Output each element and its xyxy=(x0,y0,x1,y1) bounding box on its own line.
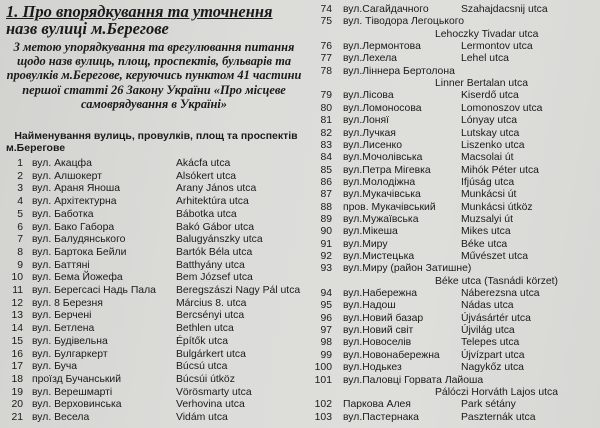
street-name-ukrainian: вул.Миру xyxy=(343,238,388,250)
street-row xyxy=(6,298,306,310)
street-name-ukrainian: вул.Новий базар xyxy=(343,312,424,324)
street-name-ukrainian: вул. Бетлена xyxy=(32,323,95,335)
street-name-hungarian: Mikes utca xyxy=(461,226,511,238)
title-line-2: назв вулиці м.Берегове xyxy=(6,19,169,38)
street-row xyxy=(6,412,306,424)
street-row xyxy=(303,66,597,78)
street-number: 10 xyxy=(11,272,23,284)
street-name-ukrainian: вул.Ліннера Бертолона xyxy=(343,65,455,77)
street-name-hungarian: Béke utca xyxy=(461,238,508,250)
street-name-hungarian: Arany János utca xyxy=(176,183,257,195)
street-name-ukrainian: вул.Лисенко xyxy=(343,139,402,151)
street-row xyxy=(6,323,306,335)
street-number: 8 xyxy=(17,246,23,258)
street-name-hungarian: Lehel utca xyxy=(461,53,509,65)
street-name-ukrainian: проїзд Бучанський xyxy=(32,373,122,385)
street-name-ukrainian: вул. Акацфа xyxy=(32,158,92,169)
street-row xyxy=(303,103,597,115)
street-name-hungarian: Bartók Béla utca xyxy=(176,246,253,258)
street-name-hungarian: Lónyay utca xyxy=(461,115,518,127)
street-name-ukrainian: вул. Весела xyxy=(32,412,90,423)
street-number: 74 xyxy=(320,4,332,15)
street-name-ukrainian: вул.Мистецька xyxy=(343,251,415,262)
street-row xyxy=(303,189,597,201)
street-name-ukrainian: вул.Лехела xyxy=(343,53,397,65)
street-number: 5 xyxy=(17,208,23,220)
street-name-ukrainian: вул.Новонабережна xyxy=(343,349,440,361)
street-name-hungarian: Beregszászi Nagy Pál utca xyxy=(176,285,301,296)
street-name-hungarian: Lutskay utca xyxy=(461,127,520,139)
street-number: 12 xyxy=(11,297,23,309)
street-name-hungarian: Munkácsi útköz xyxy=(461,201,533,213)
street-row xyxy=(6,222,306,234)
street-number: 4 xyxy=(17,196,23,208)
street-name-ukrainian: вул. Будівельна xyxy=(32,335,108,347)
street-number: 2 xyxy=(17,170,23,182)
street-number: 97 xyxy=(320,325,332,337)
street-name-hungarian: Újvízpart utca xyxy=(461,349,525,361)
street-number: 94 xyxy=(320,288,332,300)
street-name-ukrainian: вул. Бако Габора xyxy=(32,221,115,233)
street-number: 95 xyxy=(320,300,332,312)
street-number: 80 xyxy=(320,102,332,114)
street-name-hungarian: Muzsalyi út xyxy=(461,213,513,225)
street-name-ukrainian: вул. 8 Березня xyxy=(32,297,103,309)
street-number: 81 xyxy=(320,115,332,127)
street-name-hungarian: Paszternák utca xyxy=(461,411,536,423)
street-row xyxy=(303,177,597,189)
street-name-ukrainian: вул. Алшокерт xyxy=(32,170,102,182)
street-row xyxy=(6,285,306,297)
street-name-hungarian: Bethlen utca xyxy=(176,323,234,335)
street-row xyxy=(6,336,306,348)
street-name-ukrainian: вул.Сагайдачного xyxy=(343,4,429,15)
street-number: 98 xyxy=(320,337,332,349)
street-name-hungarian: Kiserdő utca xyxy=(461,90,519,102)
street-number: 96 xyxy=(320,312,332,324)
street-name-ukrainian: вул.Мікеша xyxy=(343,226,398,238)
title-line-1: 1. Про впорядкування та уточнення xyxy=(6,2,273,21)
street-name-hungarian-continued: Linner Bertalan utca xyxy=(435,78,528,90)
street-row xyxy=(303,375,597,387)
street-name-ukrainian: вул.Лучкая xyxy=(343,127,396,139)
list-heading-line-2: м.Берегове xyxy=(6,142,66,154)
street-name-hungarian: Verhovina utca xyxy=(176,399,245,411)
street-number: 6 xyxy=(17,221,23,233)
street-name-hungarian: Liszenko utca xyxy=(461,139,525,151)
street-row xyxy=(6,374,306,386)
street-number: 79 xyxy=(320,90,332,102)
street-number: 20 xyxy=(11,399,23,411)
street-name-hungarian: Bulgárkert utca xyxy=(176,348,246,360)
street-name-hungarian: Építők utca xyxy=(176,335,228,347)
street-name-ukrainian: вул. Тіводора Легоцького xyxy=(343,16,465,28)
street-name-hungarian: Bábotka utca xyxy=(176,208,237,220)
street-name-ukrainian: вул.Петра Мігевка xyxy=(343,164,431,176)
street-name-ukrainian: вул.Набережна xyxy=(343,288,418,300)
street-number: 16 xyxy=(11,348,23,360)
street-row xyxy=(303,226,597,238)
street-number: 84 xyxy=(320,152,332,164)
street-row xyxy=(303,202,597,214)
street-row xyxy=(303,300,597,312)
street-row xyxy=(6,158,306,170)
street-name-ukrainian: вул.Лоняї xyxy=(343,115,390,127)
street-row xyxy=(303,239,597,251)
street-name-hungarian: Bercsényi utca xyxy=(176,310,245,322)
street-number: 87 xyxy=(320,189,332,201)
street-name-ukrainian: вул. Араня Яноша xyxy=(32,183,120,195)
street-name-ukrainian: вул.Пастернака xyxy=(343,411,419,423)
street-name-hungarian: Újvilág utca xyxy=(461,325,515,337)
street-row xyxy=(303,165,597,177)
street-row xyxy=(6,183,306,195)
street-row xyxy=(303,350,597,362)
street-name-hungarian: Lomonoszov utca xyxy=(461,102,543,114)
street-name-hungarian: Március 8. utca xyxy=(176,297,247,309)
street-name-ukrainian: вул.Надош xyxy=(343,300,396,312)
street-row xyxy=(303,288,597,300)
street-number: 7 xyxy=(17,234,23,246)
street-number: 90 xyxy=(320,226,332,238)
street-name-hungarian: Búcsúi útköz xyxy=(176,373,235,385)
street-row xyxy=(303,399,597,411)
street-row xyxy=(303,325,597,337)
street-row xyxy=(303,362,597,374)
street-row xyxy=(6,399,306,411)
street-number: 1 xyxy=(17,158,23,169)
street-name-hungarian-continued: Lehoczky Tivadar utca xyxy=(435,28,539,40)
street-number: 103 xyxy=(314,411,332,423)
street-name-ukrainian: вул.Мочолівська xyxy=(343,152,423,164)
street-row xyxy=(303,152,597,164)
street-name-hungarian: Munkácsi út xyxy=(461,189,517,201)
street-name-hungarian: Telepes utca xyxy=(461,337,520,349)
street-name-hungarian: Ifjúság utca xyxy=(461,176,515,188)
street-name-hungarian: Náberezsna utca xyxy=(461,288,540,300)
street-row xyxy=(6,310,306,322)
street-number: 18 xyxy=(11,373,23,385)
street-number: 15 xyxy=(11,335,23,347)
street-name-hungarian: Balugyánszky utca xyxy=(176,234,263,246)
street-name-hungarian: Akácfa utca xyxy=(176,158,231,169)
street-number: 19 xyxy=(11,386,23,398)
street-number: 11 xyxy=(12,285,23,296)
street-name-ukrainian: вул. Булгаркерт xyxy=(32,348,108,360)
street-row xyxy=(6,247,306,259)
street-row xyxy=(6,196,306,208)
street-number: 101 xyxy=(314,374,332,386)
street-name-hungarian: Újvásártér utca xyxy=(461,312,531,324)
street-name-hungarian: Szahajdacsnij utca xyxy=(461,4,548,15)
street-name-hungarian: Nagykőz utca xyxy=(461,362,524,374)
street-name-hungarian: Bakó Gábor utca xyxy=(176,221,254,233)
street-name-hungarian: Arhitektúra utca xyxy=(176,196,249,208)
street-name-hungarian: Vidám utca xyxy=(176,412,228,423)
street-name-ukrainian: вул.Мукачівська xyxy=(343,189,421,201)
street-number: 86 xyxy=(320,176,332,188)
street-row xyxy=(303,41,597,53)
street-name-hungarian: Park sétány xyxy=(461,399,516,411)
street-name-hungarian: Búcsú utca xyxy=(176,361,228,373)
street-number: 102 xyxy=(314,399,332,411)
street-name-ukrainian: вул.Лісова xyxy=(343,90,394,102)
street-name-hungarian: Mihók Péter utca xyxy=(461,164,539,176)
street-row xyxy=(303,263,597,275)
street-number: 75 xyxy=(320,16,332,28)
street-name-ukrainian: вул. Берегсасі Надь Пала xyxy=(32,285,156,296)
intro-paragraph: З метою упорядкування та врегулювання питання щодо назв вулиць, площ, проспектів, бульварів та провулків м.Берегове, керуючись пунктом 41 частини першої статті 26 Закону України «Про місцеве самоврядування в Україні» xyxy=(6,40,302,111)
street-number: 3 xyxy=(17,183,23,195)
street-name-ukrainian: вул. Бартока Бейли xyxy=(32,246,127,258)
street-number: 77 xyxy=(320,53,332,65)
street-name-hungarian-continued: Pálóczi Horváth Lajos utca xyxy=(435,386,559,398)
section-title xyxy=(6,3,306,37)
street-row xyxy=(6,260,306,272)
street-number: 17 xyxy=(11,361,23,373)
street-row xyxy=(303,115,597,127)
street-name-ukrainian: вул.Молодіжна xyxy=(343,176,416,188)
street-row xyxy=(303,128,597,140)
street-number: 91 xyxy=(320,238,332,250)
street-name-ukrainian: вул.Миру (район Затишне) xyxy=(343,263,472,275)
street-name-ukrainian: пров. Мукачівський xyxy=(343,201,436,213)
street-name-ukrainian: вул. Бема Йожефа xyxy=(32,272,123,284)
street-number: 13 xyxy=(11,310,23,322)
street-number: 89 xyxy=(320,213,332,225)
street-row xyxy=(303,412,597,424)
street-row xyxy=(6,234,306,246)
street-row xyxy=(6,361,306,373)
street-number: 9 xyxy=(17,259,23,271)
street-row xyxy=(6,171,306,183)
street-number: 88 xyxy=(320,201,332,213)
street-number: 76 xyxy=(320,41,332,53)
street-row xyxy=(6,349,306,361)
street-row xyxy=(303,251,597,263)
street-name-ukrainian: вул. Верешмарті xyxy=(32,386,113,398)
street-number: 14 xyxy=(11,323,23,335)
street-row xyxy=(303,214,597,226)
street-name-ukrainian: вул. Архітектурна xyxy=(32,196,117,208)
street-name-ukrainian: вул. Буча xyxy=(32,361,78,373)
street-row xyxy=(6,209,306,221)
street-number: 92 xyxy=(320,251,332,262)
street-name-hungarian: Lermontov utca xyxy=(461,41,533,53)
street-name-ukrainian: вул.Новий світ xyxy=(343,325,414,337)
street-row xyxy=(303,53,597,65)
street-name-ukrainian: вул.Мужаївська xyxy=(343,213,419,225)
street-name-hungarian: Macsolai út xyxy=(461,152,514,164)
street-number: 78 xyxy=(320,65,332,77)
street-number: 85 xyxy=(320,164,332,176)
street-name-hungarian: Bem József utca xyxy=(176,272,253,284)
street-row xyxy=(303,16,597,28)
street-name-ukrainian: вул.Паловці Горвата Лайоша xyxy=(343,374,484,386)
street-number: 93 xyxy=(320,263,332,275)
street-name-ukrainian: вул.Лермонтова xyxy=(343,41,421,53)
street-name-ukrainian: вул. Баботка xyxy=(32,208,94,220)
street-name-ukrainian: вул.Нодькез xyxy=(343,362,402,374)
list-heading-line-1: Найменування вулиць, провулків, площ та проспектів xyxy=(14,130,298,142)
street-row xyxy=(6,272,306,284)
street-name-hungarian: Batthyány utca xyxy=(176,259,245,271)
street-name-ukrainian: вул.Ломоносова xyxy=(343,102,422,114)
street-name-hungarian: Alsókert utca xyxy=(176,170,237,182)
street-name-ukrainian: Паркова Алея xyxy=(343,399,411,411)
street-name-hungarian-continued: Béke utca (Tasnádi körzet) xyxy=(435,275,559,287)
street-row xyxy=(6,387,306,399)
street-name-ukrainian: вул. Баттяні xyxy=(32,259,90,271)
street-name-hungarian: Vörösmarty utca xyxy=(176,386,252,398)
street-name-ukrainian: вул. Берчені xyxy=(32,310,92,322)
street-row xyxy=(303,140,597,152)
street-number: 82 xyxy=(320,127,332,139)
street-row xyxy=(303,4,597,16)
street-name-ukrainian: вул. Верховинська xyxy=(32,399,122,411)
street-number: 83 xyxy=(320,139,332,151)
street-row xyxy=(303,313,597,325)
street-number: 21 xyxy=(11,412,23,423)
street-row xyxy=(303,90,597,102)
street-row xyxy=(303,337,597,349)
street-name-hungarian: Művészet utca xyxy=(461,251,528,262)
street-name-ukrainian: вул. Балудянського xyxy=(32,234,126,246)
street-number: 100 xyxy=(314,362,332,374)
list-heading xyxy=(6,130,306,154)
street-name-ukrainian: вул.Новоселів xyxy=(343,337,412,349)
street-name-hungarian: Nádas utca xyxy=(461,300,514,312)
street-number: 99 xyxy=(320,349,332,361)
